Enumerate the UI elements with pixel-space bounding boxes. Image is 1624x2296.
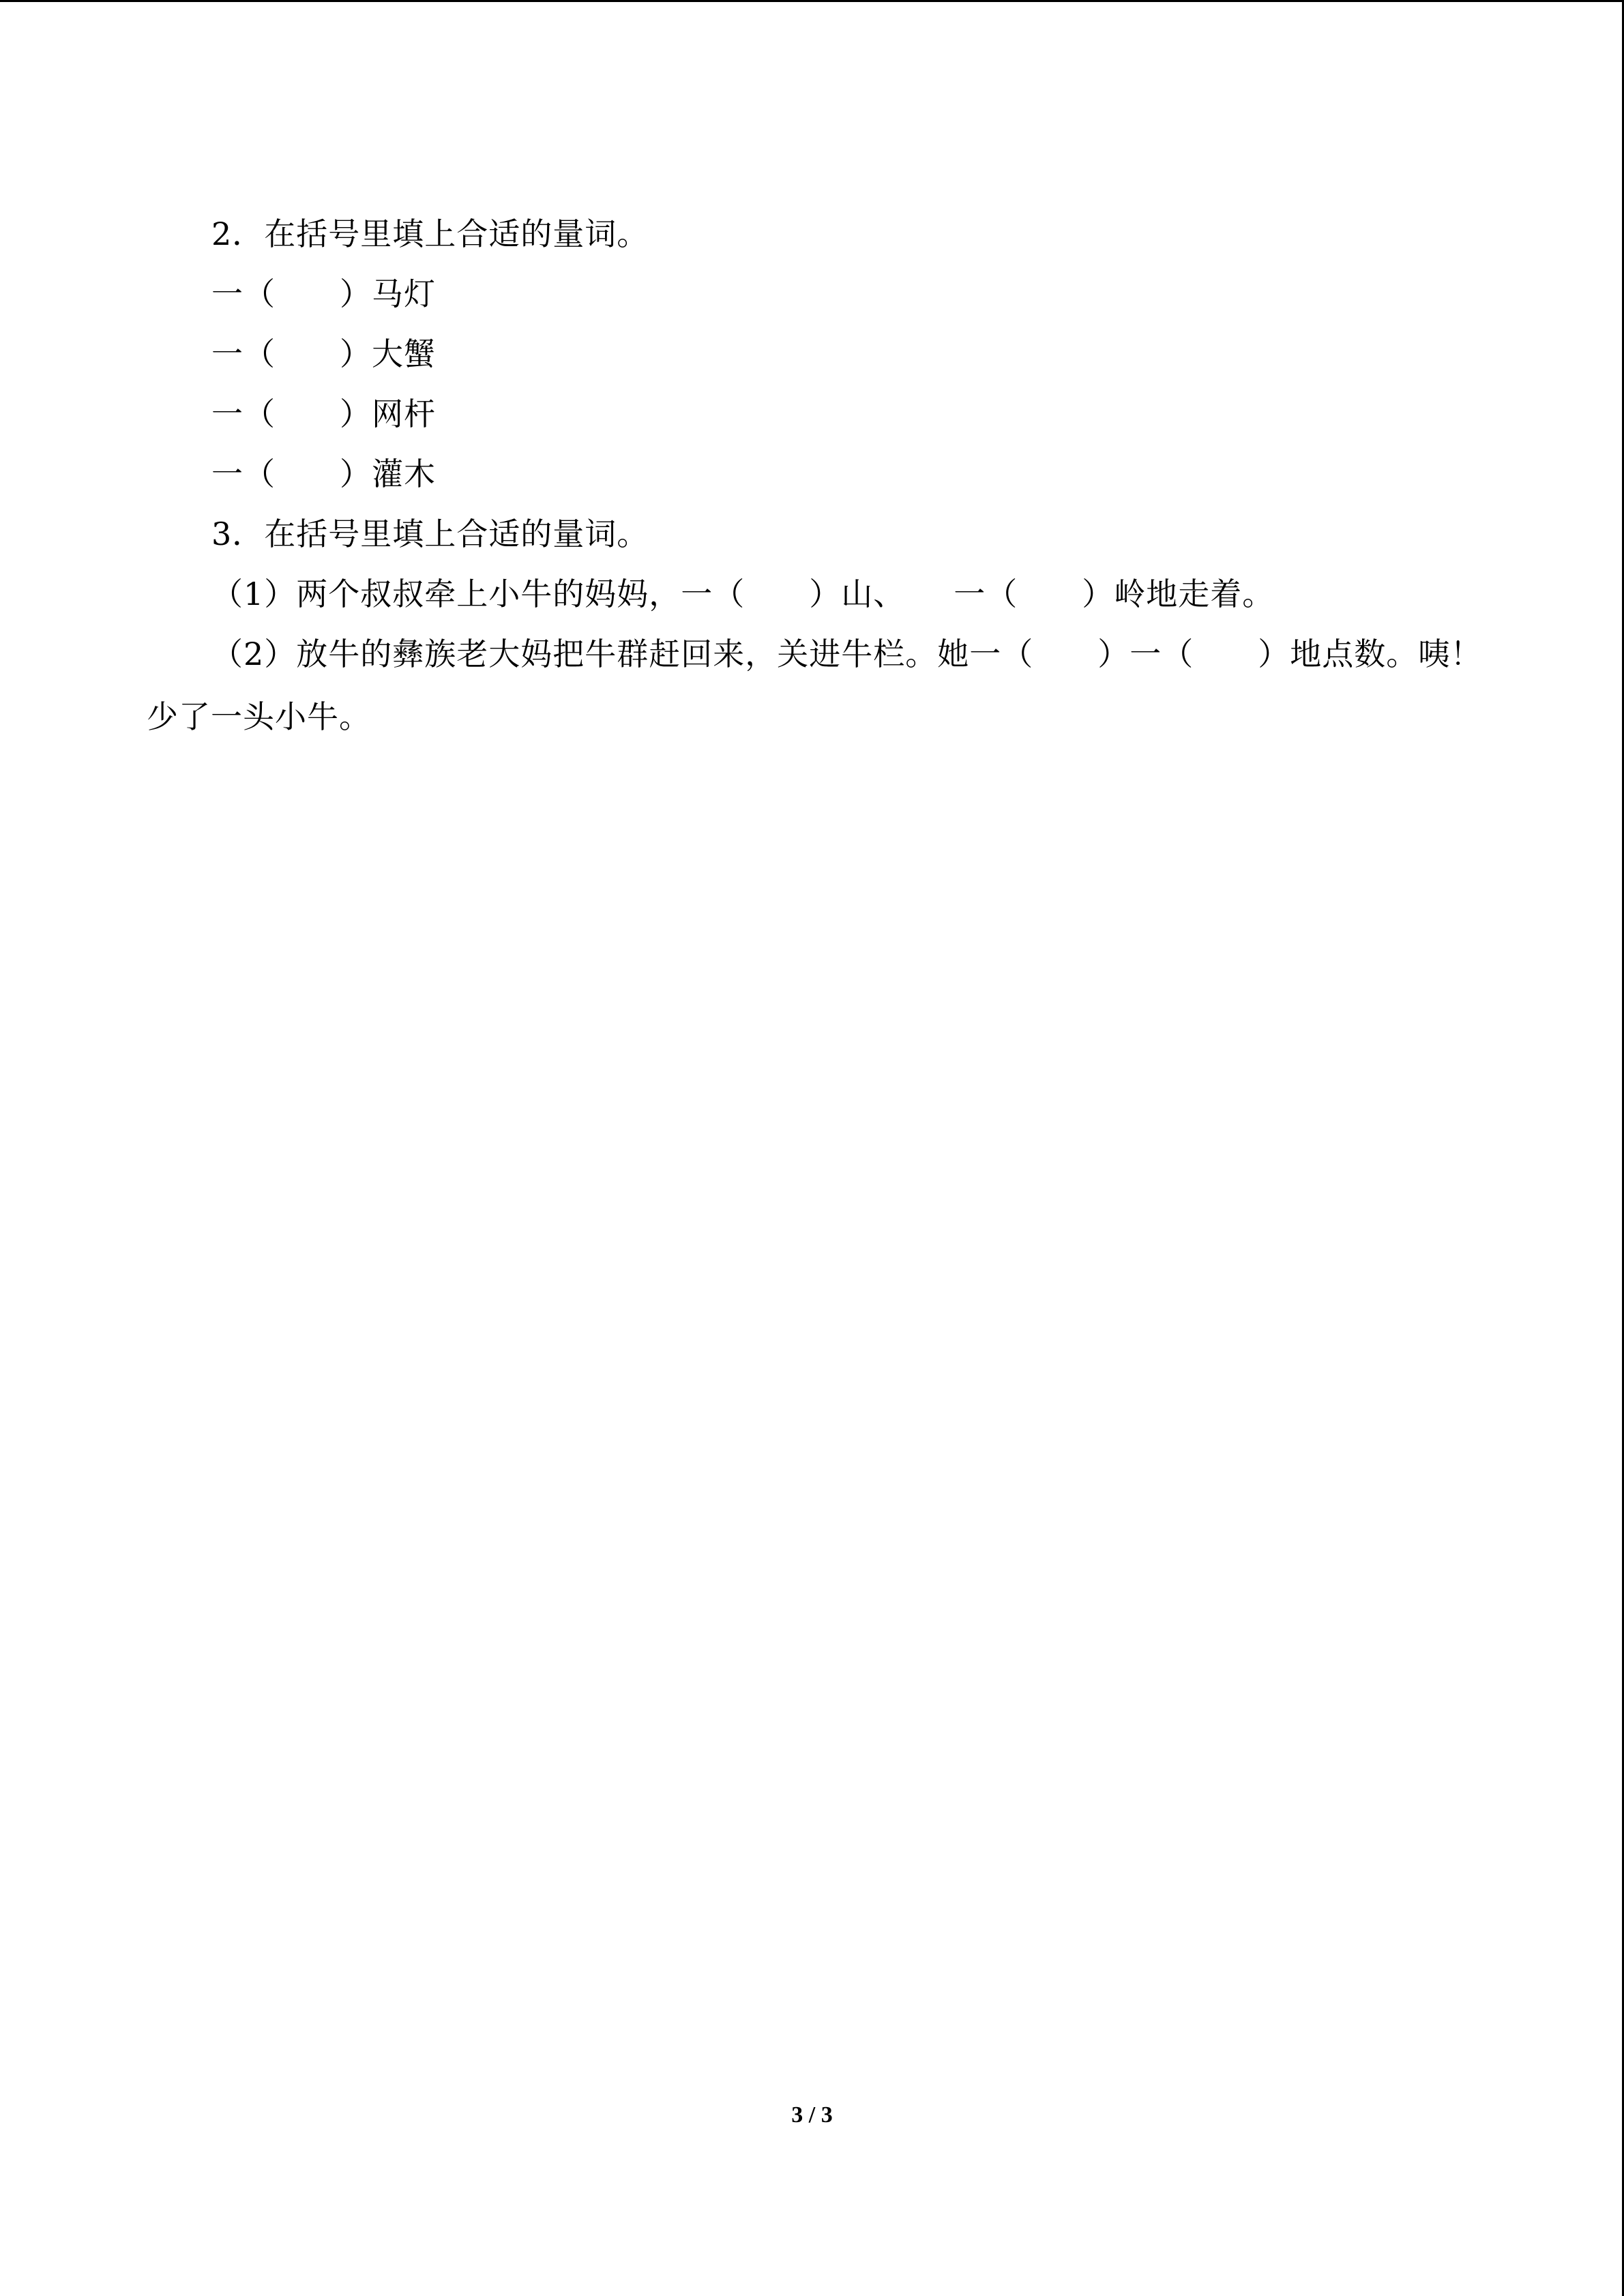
question-3-sentence-2: （2）放牛的彝族老大妈把牛群赶回来，关进牛栏。她一（ ）一（ ）地点数。咦！ <box>211 636 1483 672</box>
question-2-item-3: 一（ ）网杆 <box>211 396 436 432</box>
question-2-title: 2．在括号里填上合适的量词。 <box>211 215 649 252</box>
question-3-title: 3．在括号里填上合适的量词。 <box>211 516 649 552</box>
page-number: 3 / 3 <box>791 2102 833 2128</box>
question-3-sentence-1: （1）两个叔叔牵上小牛的妈妈，一（ ）山、 一（ ）岭地走着。 <box>211 576 1275 612</box>
question-2-item-2: 一（ ）大蟹 <box>211 336 436 372</box>
question-2-item-4: 一（ ）灌木 <box>211 456 436 492</box>
question-3-sentence-2-continued: 少了一头小牛。 <box>147 698 371 735</box>
question-2-item-1: 一（ ）马灯 <box>211 275 436 312</box>
